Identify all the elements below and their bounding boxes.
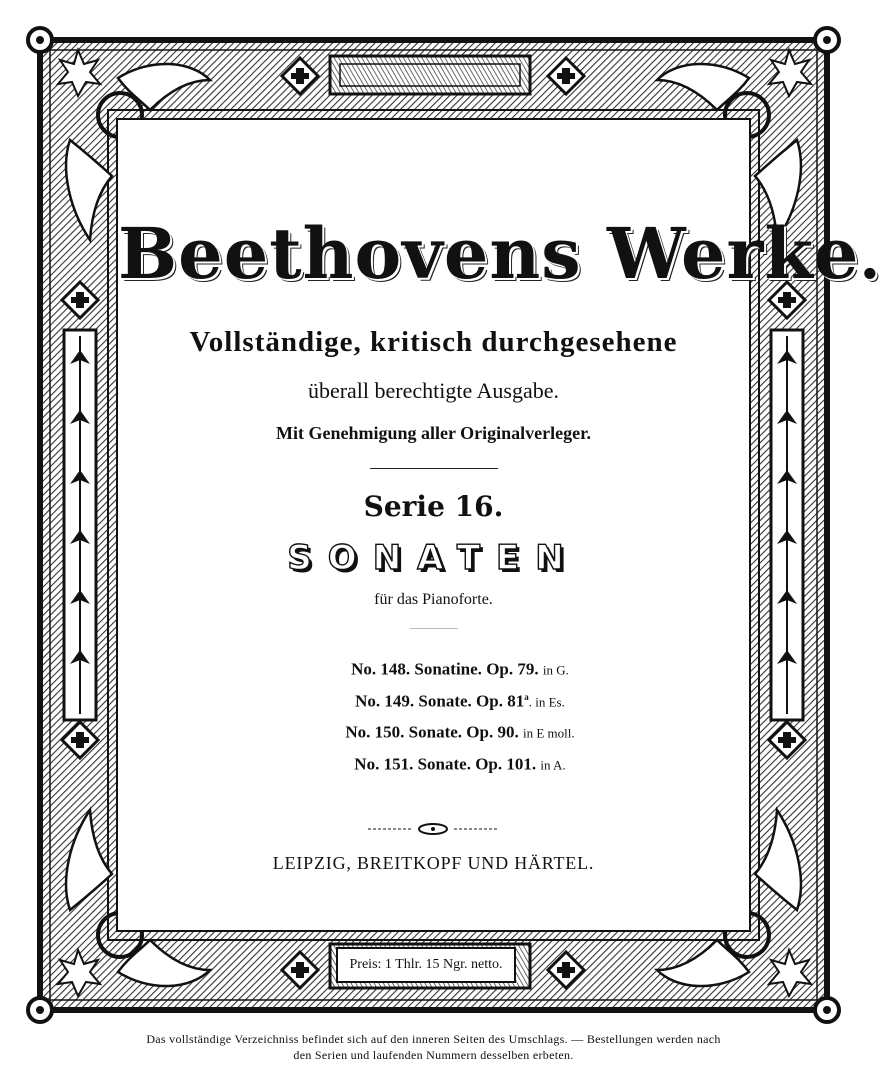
price-label: Preis: 1 Thlr. 15 Ngr. netto. — [349, 957, 503, 972]
publisher-imprint: LEIPZIG, BREITKOPF UND HÄRTEL. — [272, 853, 595, 873]
edition-description: überall berechtigte Ausgabe. — [307, 378, 560, 403]
small-divider — [410, 628, 458, 629]
work-title: Beethovens Werke. — [118, 212, 881, 295]
footer-line-1: Das vollständige Verzeichniss befindet sich auf den inneren Seiten des Umschlags. — Bestellungen werden nach — [146, 1032, 721, 1046]
work-item: No. 149. Sonate. Op. 81$^a$. in Es. — [355, 691, 565, 711]
divider-rule — [370, 468, 498, 469]
work-item: No. 150. Sonate. Op. 90. in E moll. — [345, 722, 575, 742]
instrument-label: für das Pianoforte. — [374, 591, 493, 608]
series-name: SONATEN — [287, 538, 580, 578]
title-panel — [118, 120, 881, 930]
publisher-permission: Mit Genehmigung aller Originalverleger. — [276, 423, 591, 443]
works-list — [290, 652, 630, 779]
edition-subtitle: Vollständige, kritisch durchgesehene — [189, 326, 678, 358]
series-label: Serie 16. — [363, 490, 504, 523]
price-label-box — [336, 947, 516, 983]
work-item: No. 151. Sonate. Op. 101. in A. — [354, 754, 566, 774]
work-item: No. 148. Sonatine. Op. 79. in G. — [351, 659, 569, 679]
footer-line-2: den Serien und laufenden Nummern desselben erbeten. — [293, 1048, 574, 1062]
flourish-divider — [368, 822, 498, 836]
